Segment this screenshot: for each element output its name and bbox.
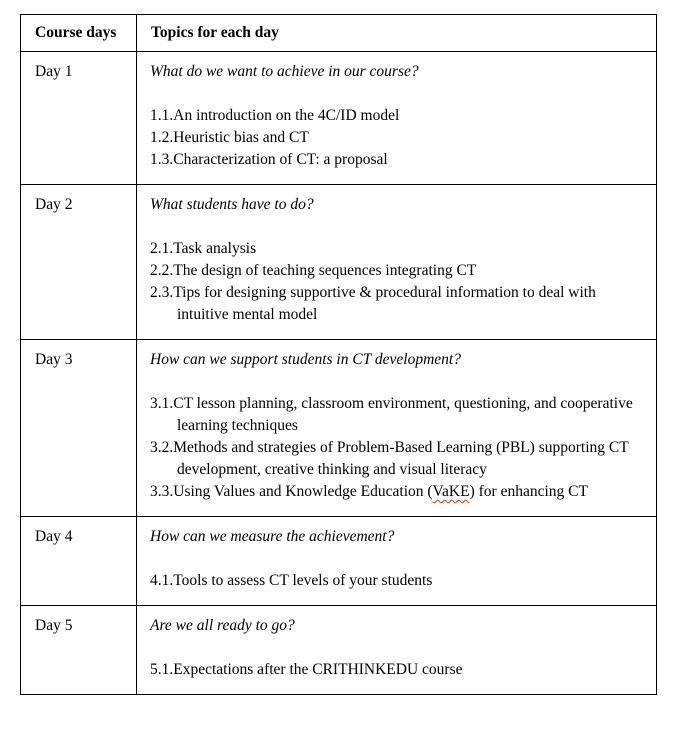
day-question: How can we support students in CT development? (150, 351, 461, 368)
topic-item: 2.3.Tips for designing supportive & procedural information to deal with intuitive mental model (150, 284, 596, 323)
topic-item: 3.1.CT lesson planning, classroom environment, questioning, and cooperative learning techniques (150, 395, 633, 434)
topic-item: 5.1.Expectations after the CRITHINKEDU course (150, 661, 463, 678)
topic-item: 3.3.Using Values and Knowledge Education (VaKE) for enhancing CT (150, 483, 588, 500)
table-row (21, 340, 657, 517)
topic-list (150, 238, 644, 326)
table-body (21, 52, 657, 695)
day-label: Day 5 (21, 606, 137, 695)
topic-item: 4.1.Tools to assess CT levels of your students (150, 572, 433, 589)
topic-list (150, 659, 644, 681)
header-row (21, 15, 657, 52)
day-question: What students have to do? (150, 196, 314, 213)
topic-item: 1.2.Heuristic bias and CT (150, 129, 309, 146)
topic-list (150, 105, 644, 171)
table-row (21, 606, 657, 695)
day-question: Are we all ready to go? (150, 617, 295, 634)
topic-list (150, 570, 644, 592)
day-label: Day 3 (21, 340, 137, 517)
table-row (21, 185, 657, 340)
day-question: What do we want to achieve in our course? (150, 63, 419, 80)
topic-item: 2.1.Task analysis (150, 240, 257, 257)
day-label: Day 2 (21, 185, 137, 340)
day-label: Day 1 (21, 52, 137, 185)
course-schedule-table (20, 14, 657, 695)
topic-item: 3.2.Methods and strategies of Problem-Based Learning (PBL) supporting CT development, creative thinking and visual literacy (150, 439, 629, 478)
header-topics: Topics for each day (137, 15, 657, 52)
topic-item: 1.3.Characterization of CT: a proposal (150, 151, 388, 168)
topic-list (150, 393, 644, 503)
topic-item: 1.1.An introduction on the 4C/ID model (150, 107, 400, 124)
table-row (21, 52, 657, 185)
header-course-days: Course days (21, 15, 137, 52)
table-row (21, 517, 657, 606)
day-label: Day 4 (21, 517, 137, 606)
spellcheck-underlined-word: VaKE (432, 483, 470, 500)
topic-item: 2.2.The design of teaching sequences integrating CT (150, 262, 477, 279)
day-question: How can we measure the achievement? (150, 528, 395, 545)
